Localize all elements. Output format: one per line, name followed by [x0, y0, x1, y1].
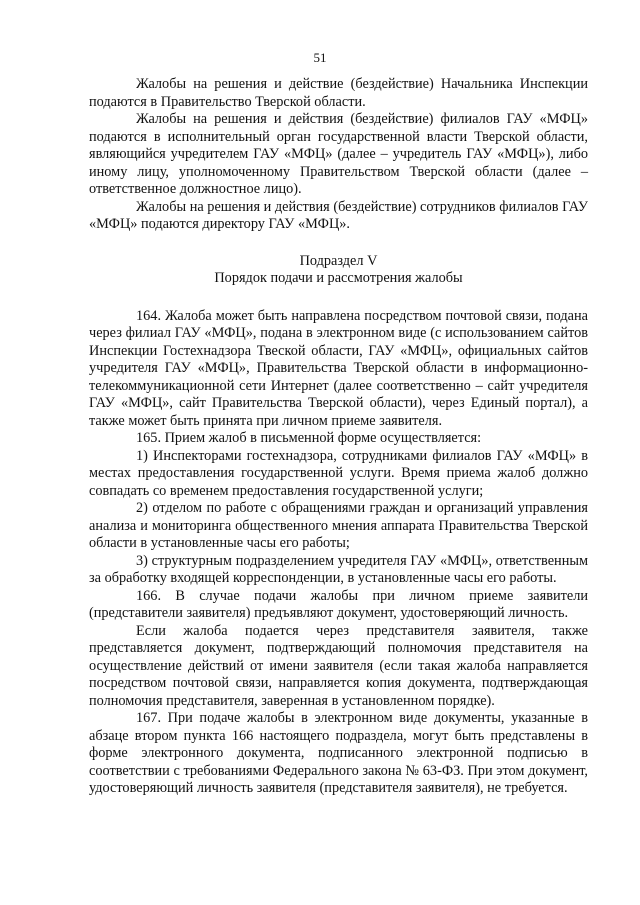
paragraph-complaint-mfc-staff: Жалобы на решения и действия (бездействие) сотрудников филиалов ГАУ «МФЦ» подаются директору ГАУ «МФЦ». — [89, 198, 588, 232]
spacer — [89, 288, 588, 308]
document-body — [89, 76, 588, 798]
subsection-title: Порядок подачи и рассмотрения жалобы — [214, 270, 463, 286]
paragraph-167: 167. При подаче жалобы в электронном виде документы, указанные в абзаце втором пункта 166 настоящего подраздела, могут быть представлены в форме электронного документа, подписанного электронной подписью в соответствии с требованиями Федерального закона № 63-ФЗ. При этом документ, удостоверяющий личность заявителя (представителя заявителя), не требуется. — [89, 710, 588, 796]
paragraph-164: 164. Жалоба может быть направлена посредством почтовой связи, подана через филиал ГАУ «МФЦ», подана в электронном виде (с использованием сайтов Инспекции Гостехнадзора Твеской области, ГАУ «МФЦ», официальных сайтов учредителя ГАУ «МФЦ», Правительства Тверской области в информационно-телекоммуникационной сети Интернет (далее соответственно – сайт учредителя ГАУ «МФЦ», сайт Правительства Тверской области), через Единый портал), а также может быть принята при личном приеме заявителя. — [89, 307, 588, 429]
paragraph-complaint-head-inspection: Жалобы на решения и действие (бездействие) Начальника Инспекции подаются в Правительство Тверской области. — [89, 76, 588, 110]
subsection-label: Подраздел V — [299, 252, 378, 269]
paragraph-complaint-mfc-branches: Жалобы на решения и действия (бездействие) филиалов ГАУ «МФЦ» подаются в исполнительный орган государственной власти Тверской области, являющийся учредителем ГАУ «МФЦ» (далее – учредитель ГАУ «МФЦ»), либо иному лицу, уполномоченному Правительством Тверской области (далее – ответственное должностное лицо). — [89, 111, 588, 197]
paragraph-166: 166. В случае подачи жалобы при личном приеме заявители (представители заявителя) предъявляют документ, удостоверяющий личность. — [89, 587, 588, 621]
page-number: 51 — [313, 50, 327, 65]
paragraph-165-item-2: 2) отделом по работе с обращениями граждан и организаций управления анализа и мониторинга общественного мнения аппарата Правительства Тверской области в установленные часы его работы; — [89, 500, 588, 551]
paragraph-165-item-3: 3) структурным подразделением учредителя ГАУ «МФЦ», ответственным за обработку входящей корреспонденции, в установленные часы его работы. — [89, 552, 588, 586]
paragraph-165-item-1: 1) Инспекторами гостехнадзора, сотрудниками филиалов ГАУ «МФЦ» в местах предоставления государственной услуги. Время приема жалоб должно совпадать со временем предоставления государственной услуги; — [89, 447, 588, 499]
paragraph-166-representative: Если жалоба подается через представителя заявителя, также представляется документ, подтверждающий полномочия представителя на осуществление действий от имени заявителя (если такая жалоба направляется посредством почтовой связи, направляется копия документа, подтверждающая полномочия представителя, заверенная в установленном порядке). — [89, 622, 588, 709]
spacer — [89, 234, 588, 253]
paragraph-165: 165. Прием жалоб в письменной форме осуществляется: — [136, 430, 482, 446]
